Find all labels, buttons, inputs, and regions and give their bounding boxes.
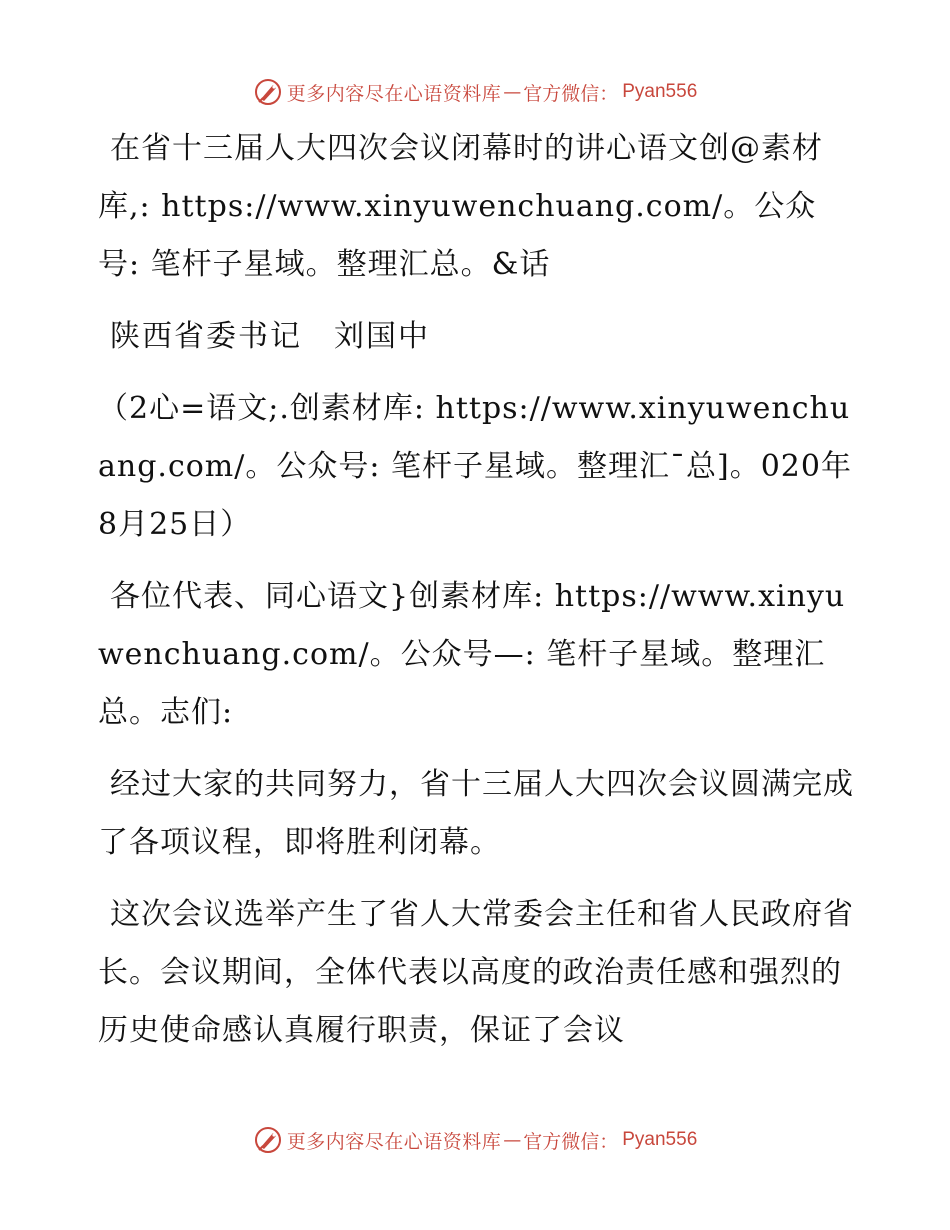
- footer-brand-text: 更多内容尽在心语资料库: [286, 1130, 502, 1153]
- paragraph-body-1: 经过大家的共同努力，省十三届人大四次会议圆满完成了各项议程，即将胜利闭幕。: [98, 767, 854, 860]
- paragraph-author: 陕西省委书记 刘国中: [110, 319, 430, 354]
- footer-wechat-id: Pyan556: [622, 1129, 698, 1150]
- pen-nib-logo-icon: [253, 1125, 283, 1155]
- header-banner: [0, 72, 950, 112]
- paragraph-date: （2心=语文;.创素材库: https://www.xinyuwenchuang.com/。公众号: 笔杆子星域。整理汇¯总]。020年8月25日）: [98, 391, 852, 542]
- paragraph-salutation: 各位代表、同心语文}创素材库: https://www.xinyuwenchuang.com/。公众号—: 笔杆子星域。整理汇总。志们:: [98, 579, 846, 730]
- paragraph-body-2: 这次会议选举产生了省人大常委会主任和省人民政府省长。会议期间，全体代表以高度的政治责任感和强烈的历史使命感认真履行职责，保证了会议: [98, 897, 854, 1048]
- footer-official-label: 官方微信：: [523, 1130, 619, 1153]
- header-brand-text: 更多内容尽在心语资料库: [286, 82, 502, 105]
- pen-nib-logo-icon: [253, 77, 283, 107]
- header-wechat-id: Pyan556: [622, 81, 698, 102]
- footer-separator: —: [503, 1129, 522, 1151]
- footer-banner: [0, 1120, 950, 1160]
- header-official-label: 官方微信：: [523, 82, 619, 105]
- document-body: [98, 120, 858, 1074]
- paragraph-title: 在省十三届人大四次会议闭幕时的讲心语文创@素材库,: https://www.xinyuwenchuang.com/。公众号: 笔杆子星域。整理汇总。&话: [98, 131, 823, 282]
- header-separator: —: [503, 81, 522, 103]
